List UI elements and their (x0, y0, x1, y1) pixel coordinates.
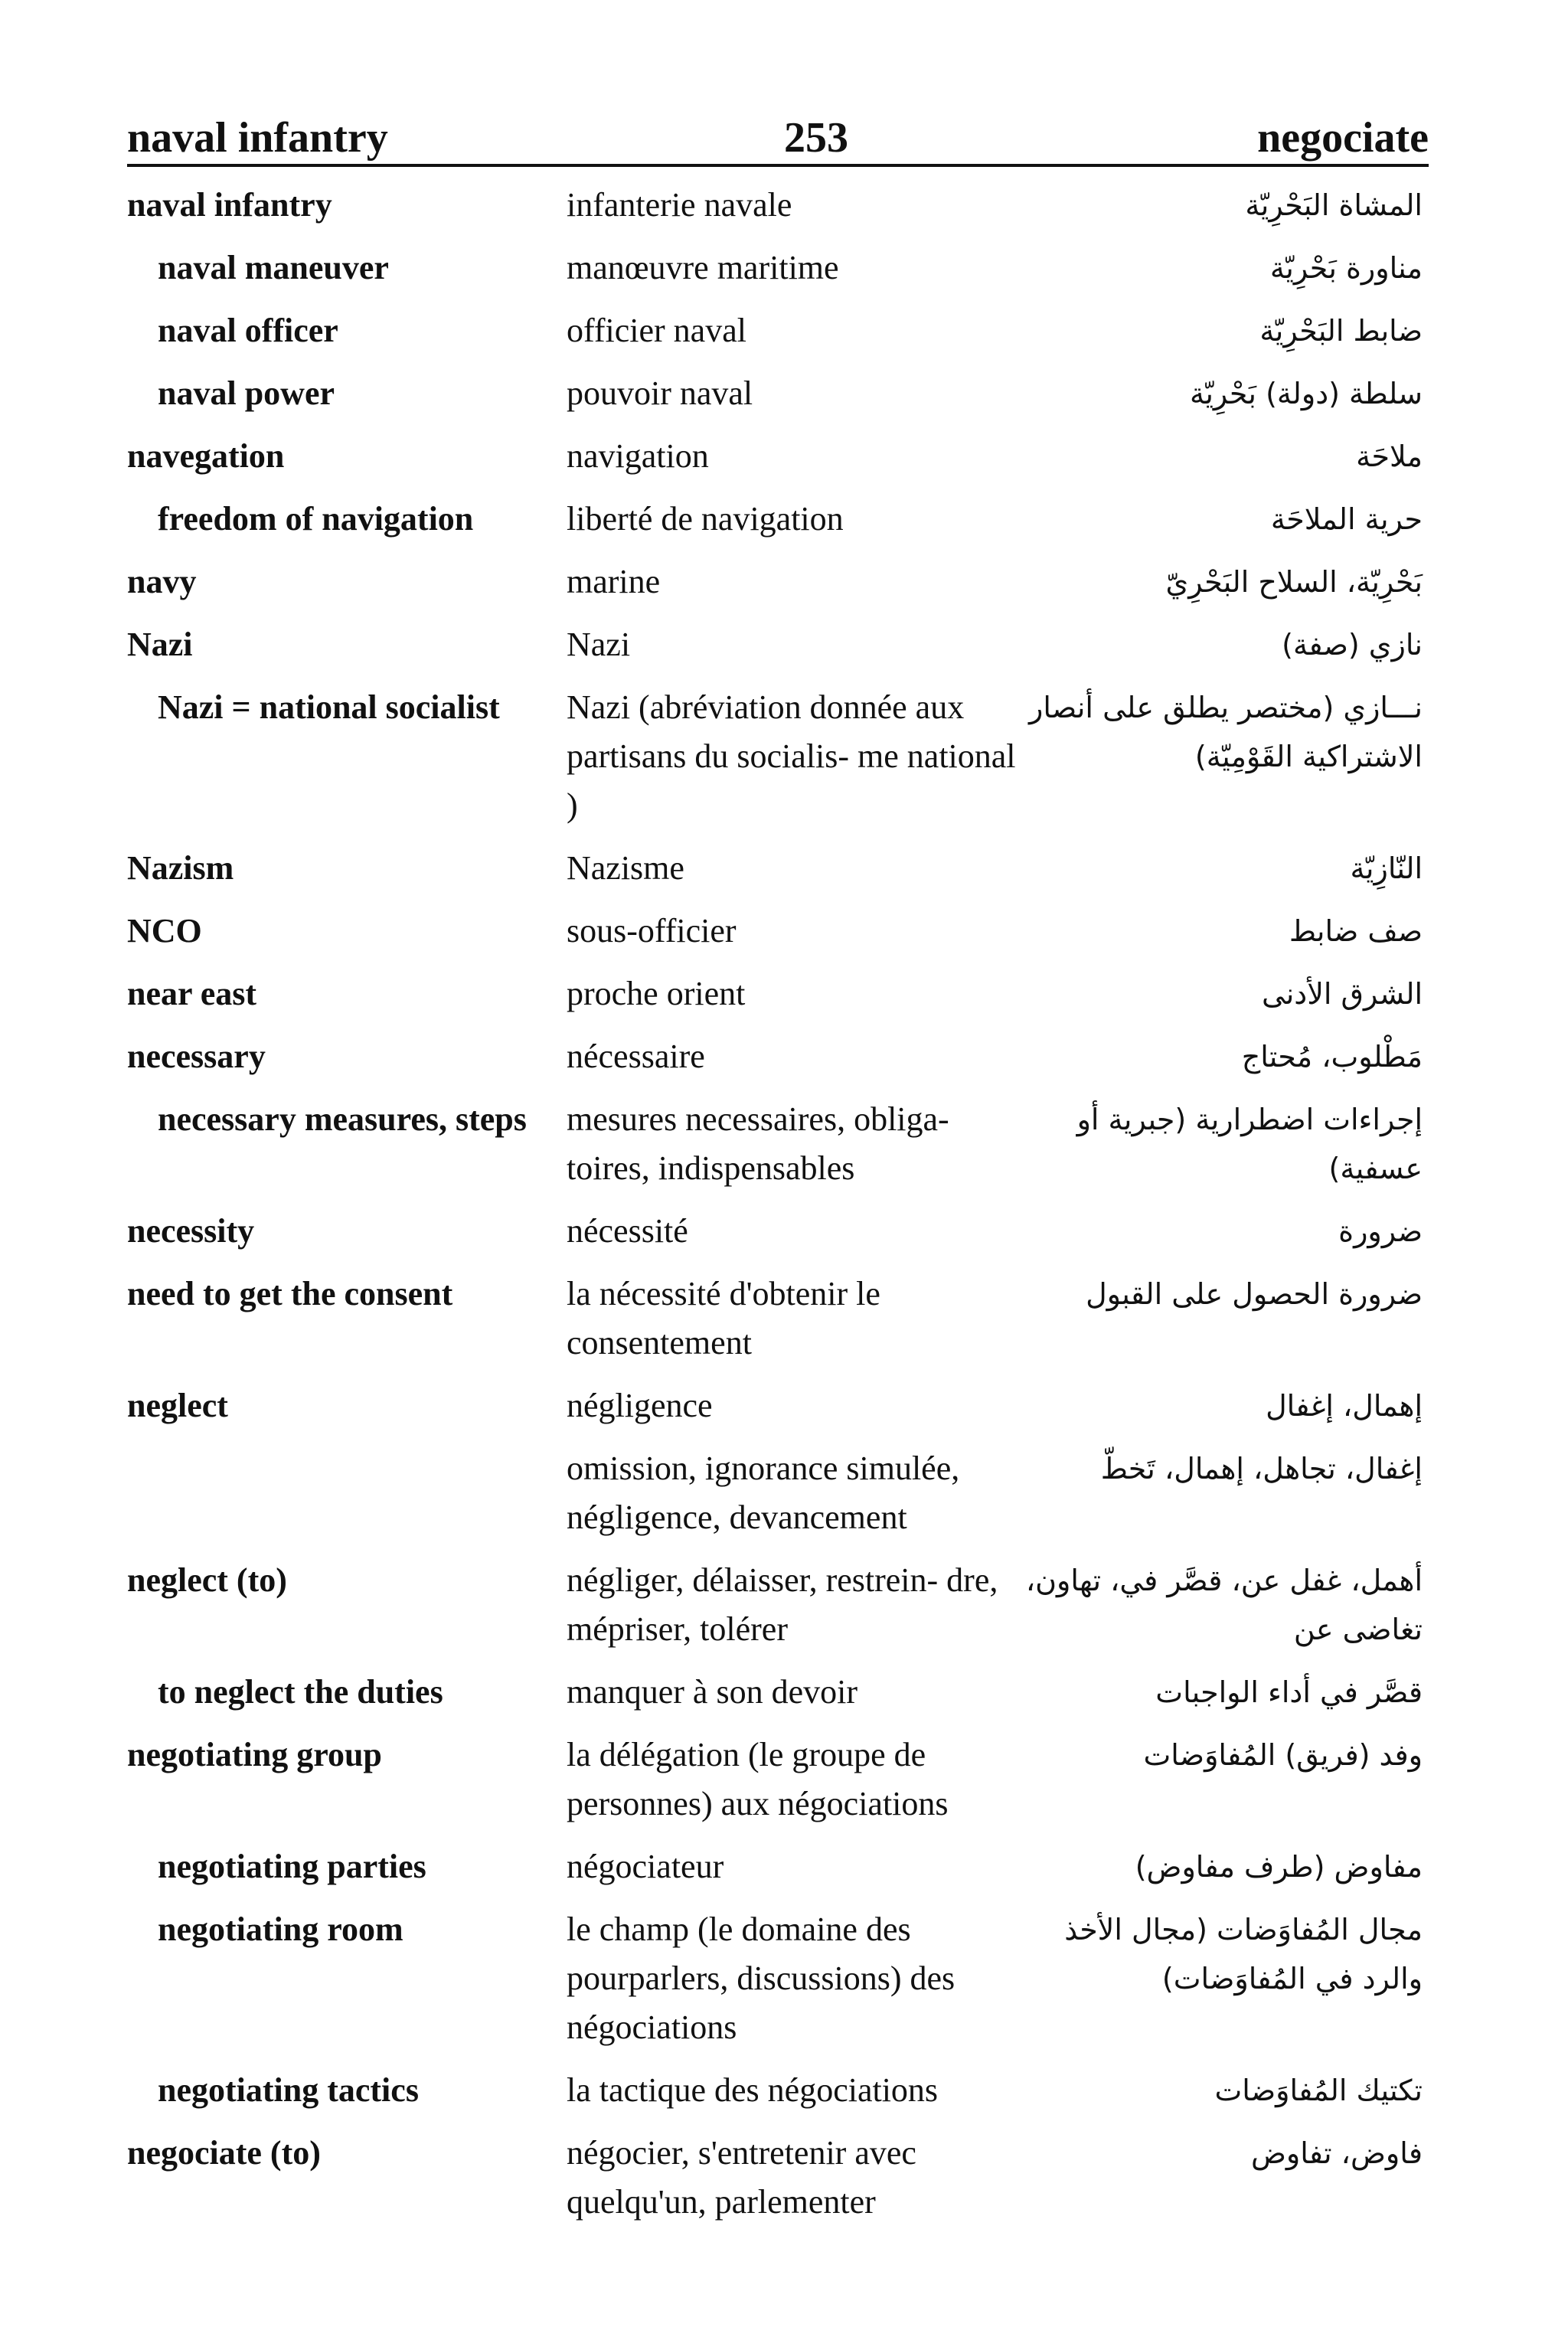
arabic-translation: إجراءات اضطرارية (جبرية أو عسفية) (1076, 1103, 1423, 1185)
dictionary-entry (127, 844, 1429, 893)
dictionary-entry (127, 907, 1429, 956)
arabic-translation: مناورة بَحْرِيّة (1269, 251, 1423, 285)
english-term: Nazi = national socialist (158, 688, 500, 726)
french-translation: omission, ignorance simulée, négligence, devancement (567, 1450, 960, 1536)
arabic-translation: مجال المُفاوَضات (مجال الأخذ والرد في المُفاوَضات) (1064, 1913, 1423, 1995)
page-header (127, 115, 1429, 168)
french-translation: manœuvre maritime (567, 249, 839, 286)
dictionary-entry (127, 1095, 1429, 1193)
arabic-translation: إغفال، تجاهل، إهمال، تَخطّ (1100, 1452, 1423, 1486)
arabic-translation: ضابط البَحْرِيّة (1259, 314, 1423, 348)
french-translation: la délégation (le groupe de personnes) aux négociations (567, 1736, 949, 1822)
french-translation: manquer à son devoir (567, 1673, 858, 1711)
dictionary-entry (127, 969, 1429, 1018)
french-translation: négociateur (567, 1848, 724, 1885)
arabic-translation: نازي (صفة) (1282, 628, 1423, 662)
english-term: negotiating tactics (158, 2071, 419, 2109)
english-term: need to get the consent (127, 1275, 453, 1312)
dictionary-entry (127, 181, 1429, 230)
french-translation: négligence (567, 1387, 713, 1424)
arabic-translation: إهمال، إغفال (1266, 1389, 1423, 1423)
french-translation: nécessité (567, 1212, 688, 1250)
french-translation: la tactique des négociations (567, 2071, 939, 2109)
french-translation: sous-officier (567, 912, 737, 949)
french-translation: Nazisme (567, 849, 684, 887)
arabic-translation: أهمل، غفل عن، قصَّر في، تهاون، تغاضى عن (1025, 1564, 1423, 1646)
dictionary-entry (127, 243, 1429, 293)
english-term: necessary (127, 1038, 266, 1075)
french-translation: navigation (567, 437, 709, 475)
dictionary-entry (127, 1556, 1429, 1654)
french-translation: infanterie navale (567, 186, 792, 224)
dictionary-entry (127, 369, 1429, 418)
english-term: Nazism (127, 849, 234, 887)
english-term: naval maneuver (158, 249, 389, 286)
french-translation: le champ (le domaine des pourparlers, discussions) des négociations (567, 1910, 956, 2046)
arabic-translation: تكتيك المُفاوَضات (1214, 2074, 1423, 2107)
english-term: negociate (to) (127, 2134, 321, 2172)
english-term: navy (127, 563, 197, 600)
arabic-translation: بَحْرِيّة، السلاح البَحْرِيّ (1165, 565, 1423, 599)
french-translation: la nécessité d'obtenir le consentement (567, 1275, 880, 1361)
dictionary-entry (127, 1207, 1429, 1256)
arabic-translation: صف ضابط (1289, 914, 1423, 948)
english-term: NCO (127, 912, 202, 949)
dictionary-entry (127, 495, 1429, 544)
english-term: naval infantry (127, 186, 332, 224)
french-translation: marine (567, 563, 661, 600)
arabic-translation: النّازِيّة (1350, 851, 1423, 885)
dictionary-entry (127, 1032, 1429, 1081)
arabic-translation: وفد (فريق) المُفاوَضات (1143, 1738, 1423, 1772)
dictionary-entry (127, 306, 1429, 355)
guide-word-first: naval infantry (127, 114, 388, 162)
dictionary-entry (127, 620, 1429, 669)
french-translation: négocier, s'entretenir avec quelqu'un, parlementer (567, 2134, 916, 2221)
arabic-translation: مفاوض (طرف مفاوض) (1135, 1850, 1423, 1884)
french-translation: officier naval (567, 312, 746, 349)
french-translation: liberté de navigation (567, 500, 844, 538)
dictionary-entry (127, 1270, 1429, 1368)
dictionary-entry (127, 1905, 1429, 2052)
arabic-translation: حرية الملاحَة (1270, 502, 1423, 536)
header-rule (127, 164, 1429, 167)
dictionary-entry (127, 1444, 1429, 1542)
english-term: negotiating room (158, 1910, 403, 1948)
english-term: necessity (127, 1212, 255, 1250)
dictionary-entry (127, 2066, 1429, 2115)
english-term: Nazi (127, 626, 193, 663)
arabic-translation: المشاة البَحْرِيّة (1245, 188, 1423, 222)
dictionary-entry (127, 432, 1429, 481)
arabic-translation: ملاحَة (1356, 440, 1423, 473)
arabic-translation: مَطْلوب، مُحتاج (1241, 1040, 1423, 1074)
arabic-translation: سلطة (دولة) بَحْرِيّة (1189, 377, 1423, 410)
dictionary-entry (127, 1668, 1429, 1717)
dictionary-entry (127, 1381, 1429, 1430)
page-number: 253 (784, 114, 848, 162)
english-term: negotiating group (127, 1736, 382, 1773)
arabic-translation: ضرورة الحصول على القبول (1086, 1277, 1423, 1311)
arabic-translation: ضرورة (1338, 1214, 1423, 1248)
english-term: neglect (to) (127, 1561, 287, 1599)
dictionary-entry (127, 2129, 1429, 2227)
french-translation: Nazi (abréviation donnée aux partisans du socialis- me national ) (567, 688, 1016, 824)
french-translation: Nazi (567, 626, 631, 663)
french-translation: pouvoir naval (567, 374, 753, 412)
english-term: negotiating parties (158, 1848, 426, 1885)
arabic-translation: قصَّر في أداء الواجبات (1155, 1675, 1423, 1709)
english-term: neglect (127, 1387, 228, 1424)
english-term: to neglect the duties (158, 1673, 443, 1711)
arabic-translation: نـــازي (مختصر يطلق على أنصار الاشتراكية القَوْمِيّة) (1028, 691, 1423, 773)
arabic-translation: الشرق الأدنى (1262, 977, 1423, 1011)
english-term: navegation (127, 437, 285, 475)
english-term: freedom of navigation (158, 500, 474, 538)
dictionary-entry (127, 557, 1429, 606)
guide-word-last: negociate (1257, 114, 1429, 162)
english-term: necessary measures, steps (158, 1100, 527, 1138)
arabic-translation: فاوض، تفاوض (1250, 2136, 1423, 2170)
french-translation: nécessaire (567, 1038, 705, 1075)
french-translation: négliger, délaisser, restrein- dre, mépriser, tolérer (567, 1561, 998, 1648)
french-translation: mesures necessaires, obliga- toires, indispensables (567, 1100, 949, 1187)
dictionary-entries (127, 181, 1429, 2227)
english-term: naval officer (158, 312, 338, 349)
dictionary-entry (127, 683, 1429, 830)
french-translation: proche orient (567, 975, 746, 1012)
english-term: near east (127, 975, 257, 1012)
dictionary-entry (127, 1842, 1429, 1891)
english-term: naval power (158, 374, 335, 412)
dictionary-entry (127, 1731, 1429, 1829)
